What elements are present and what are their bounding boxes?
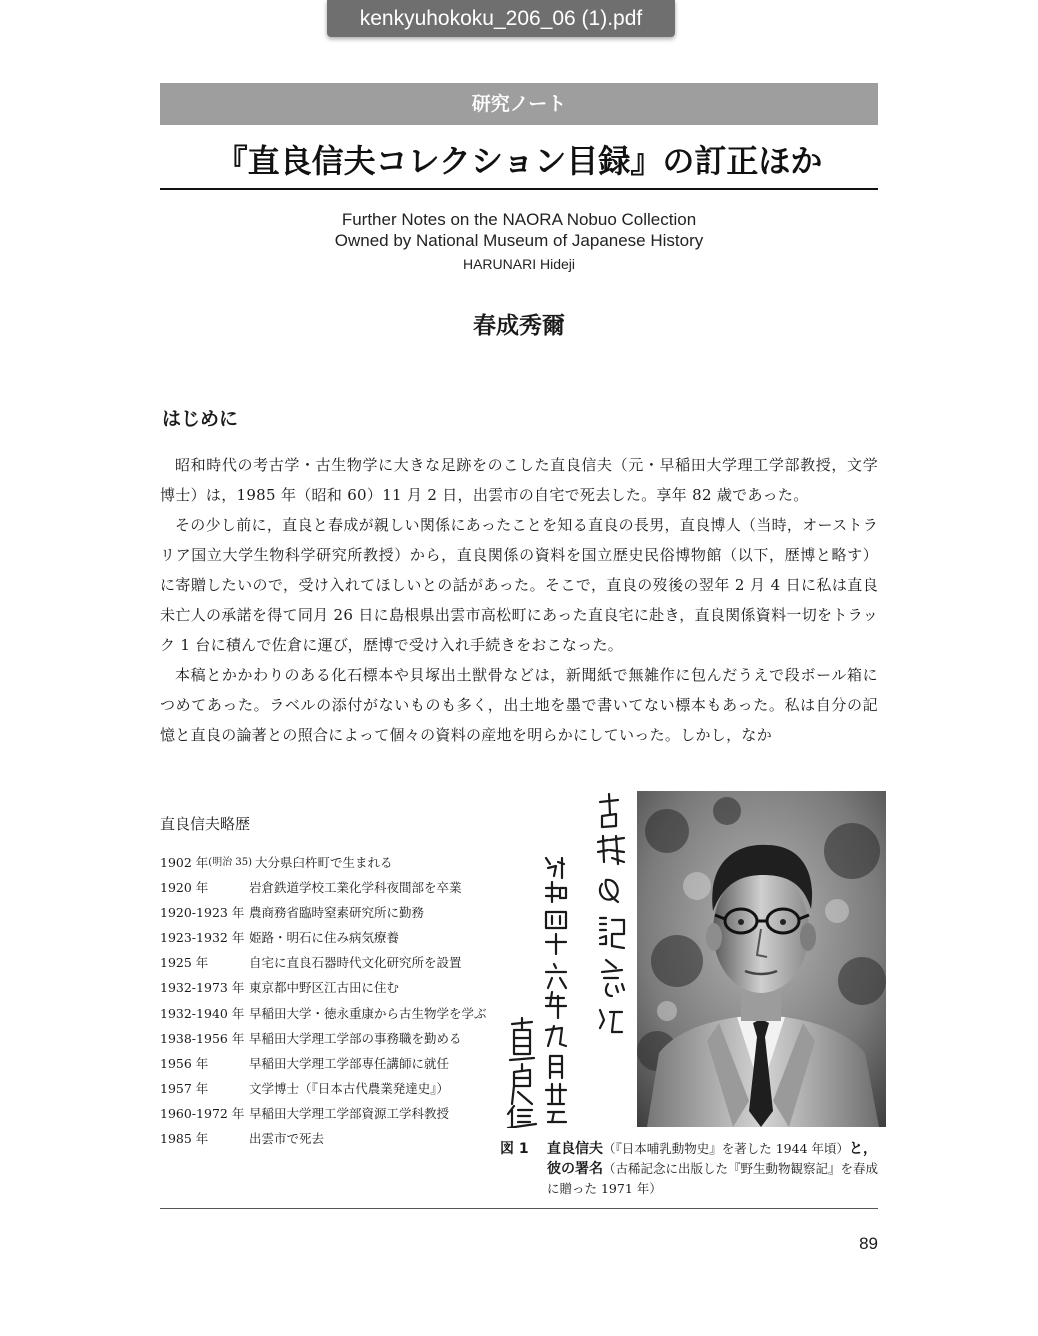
biography-row xyxy=(160,1026,500,1051)
english-title xyxy=(160,209,878,251)
page-number: 89 xyxy=(859,1234,878,1253)
biography-event: 出雲市で死去 xyxy=(249,1131,325,1147)
biography-year: 1932-1940 年 xyxy=(160,1005,245,1021)
biography-list xyxy=(160,850,500,1151)
footer-divider xyxy=(160,1208,878,1209)
biography-row xyxy=(160,1001,500,1026)
biography-event: 姫路・明石に住み病気療養 xyxy=(249,930,400,946)
biography-year: 1956 年 xyxy=(160,1055,209,1071)
handwritten-signature xyxy=(500,792,635,1128)
body-text xyxy=(160,450,878,750)
biography-year: 1923-1932 年 xyxy=(160,930,245,946)
biography-row xyxy=(160,1076,500,1101)
biography-row xyxy=(160,925,500,950)
biography-row xyxy=(160,1101,500,1126)
figure-signature-label: 彼の署名 xyxy=(547,1161,603,1177)
file-name-tab: kenkyuhokoku_206_06 (1).pdf xyxy=(327,0,675,37)
figure-signature-note: （古稀記念に出版した『野生動物観察記』を春成に贈った 1971 年） xyxy=(547,1161,879,1196)
biography-year: 1938-1956 年 xyxy=(160,1030,245,1046)
biography-event: 東京都中野区江古田に住む xyxy=(249,980,400,996)
biography-row xyxy=(160,1051,500,1076)
title-divider xyxy=(160,188,878,190)
english-author: HARUNARI Hideji xyxy=(462,256,576,272)
biography-row xyxy=(160,975,500,1000)
biography-year: 1985 年 xyxy=(160,1131,209,1147)
biography-row xyxy=(160,1126,500,1151)
paragraph: 本稿とかかわりのある化石標本や貝塚出土獣骨などは，新聞紙で無雑作に包んだうえで段ボール箱につめてあった。ラベルの添付がないものも多く，出土地を墨で書いてない標本もあった。私は自分の記憶と直良の論著との照合によって個々の資料の産地を明らかにしていった。しかし，なか xyxy=(160,666,878,744)
paragraph: 昭和時代の考古学・古生物学に大きな足跡をのこした直良信夫（元・早稲田大学理工学部教授，文学博士）は，1985 年（昭和 60）11 月 2 日，出雲市の自宅で死去した。享年 82 歳であった。 xyxy=(160,456,878,504)
figure-subject: 直良信夫 xyxy=(547,1141,603,1157)
biography-event: 自宅に直良石器時代文化研究所を設置 xyxy=(249,955,462,971)
biography-row xyxy=(160,850,500,875)
biography-event: 早稲田大学・徳永重康から古生物学を学ぶ xyxy=(249,1005,487,1021)
biography-row xyxy=(160,950,500,975)
biography-year: 1925 年 xyxy=(160,955,209,971)
biography-title: 直良信夫略歴 xyxy=(160,815,251,833)
portrait-photo xyxy=(637,791,886,1127)
english-title-line-1: Further Notes on the NAORA Nobuo Collection xyxy=(341,210,697,229)
figure-subject-note: （『日本哺乳動物史』を著した 1944 年頃） xyxy=(603,1141,850,1156)
section-banner: 研究ノート xyxy=(160,83,878,125)
biography-event: 大分県臼杵町で生まれる xyxy=(255,855,393,870)
figure-caption-body xyxy=(547,1139,880,1199)
figure-number: 図 1 xyxy=(500,1141,529,1157)
figure-caption xyxy=(500,1139,880,1199)
biography-year: 1920 年 xyxy=(160,880,209,896)
biography-era: (明治 35) xyxy=(208,857,253,868)
biography-event: 文学博士（『日本古代農業発達史』） xyxy=(249,1080,450,1096)
page-title: 『直良信夫コレクション目録』の訂正ほか xyxy=(215,142,823,180)
biography-event: 早稲田大学理工学部専任講師に就任 xyxy=(249,1055,450,1071)
biography-event: 農商務省臨時窒素研究所に勤務 xyxy=(249,905,425,921)
section-heading: はじめに xyxy=(162,408,239,430)
biography-row xyxy=(160,900,500,925)
biography-year: 1932-1973 年 xyxy=(160,980,245,996)
biography-year: 1902 年 xyxy=(160,855,209,870)
biography-event: 岩倉鉄道学校工業化学科夜間部を卒業 xyxy=(249,880,462,896)
japanese-author: 春成秀爾 xyxy=(473,312,565,339)
biography-year: 1957 年 xyxy=(160,1080,209,1096)
english-title-line-2: Owned by National Museum of Japanese History xyxy=(334,231,704,250)
biography-event: 早稲田大学理工学部の事務職を勤める xyxy=(249,1030,462,1046)
figure-conjunction: と， xyxy=(849,1141,878,1157)
paragraph: その少し前に，直良と春成が親しい関係にあったことを知る直良の長男，直良博人（当時，オーストラリア国立大学生物科学研究所教授）から，直良関係の資料を国立歴史民俗博物館（以下，歴博と略す）に寄贈したいので，受け入れてほしいとの話があった。そこで，直良の歿後の翌年 2 月 4 日に私は直良未亡人の承諾を得て同月 26 日に島根県出雲市高松町にあった直良宅に赴き，直良関係資料一切をトラック 1 台に積んで佐倉に運び，歴博で受け入れ手続きをおこなった。 xyxy=(160,516,878,654)
biography-year: 1920-1923 年 xyxy=(160,905,245,921)
biography-event: 早稲田大学理工学部資源工学科教授 xyxy=(249,1105,450,1121)
biography-row xyxy=(160,875,500,900)
biography-year: 1960-1972 年 xyxy=(160,1105,245,1121)
